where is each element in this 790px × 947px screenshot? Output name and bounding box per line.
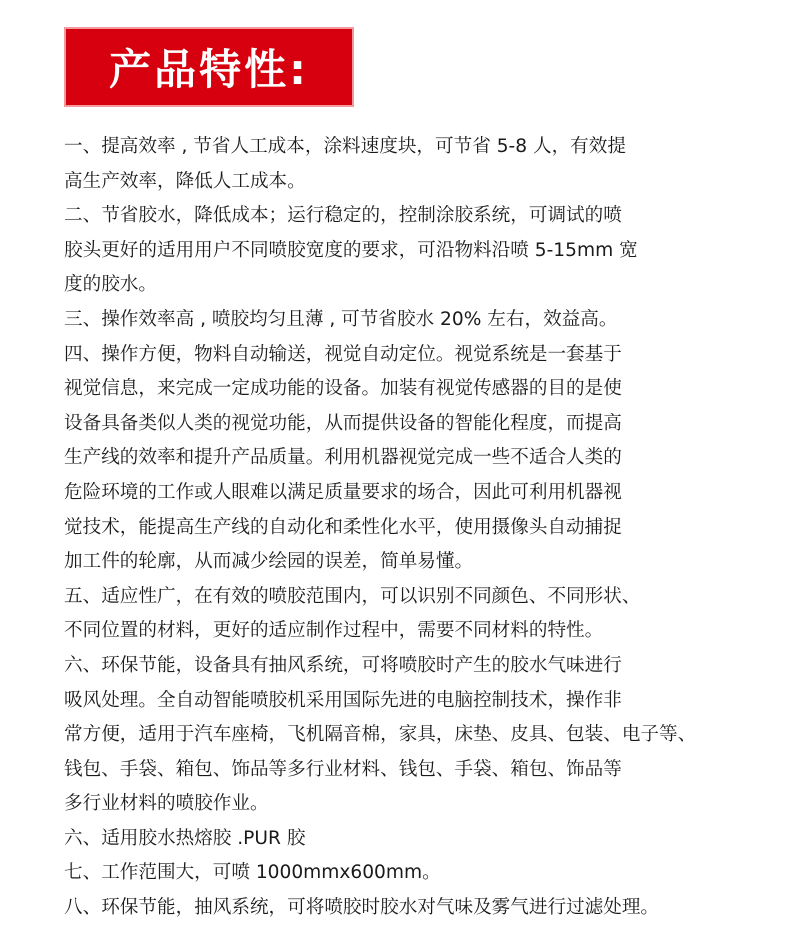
text-line: 加工件的轮廓，从而减少绘园的误差，简单易懂。 — [64, 551, 474, 573]
text-line: 胶头更好的适用用户不同喷胶宽度的要求，可沿物料沿喷 5-15mm 宽 — [64, 239, 638, 261]
text-line: 生产线的效率和提升产品质量。利用机器视觉完成一些不适合人类的 — [64, 447, 622, 469]
text-line: 一、提高效率 , 节省人工成本，涂料速度块，可节省 5-8 人，有效提 — [64, 136, 626, 157]
text-line: 七、工作范围大，可喷 1000mmx600mm。 — [64, 862, 441, 884]
text-line: 视觉信息，来完成一定成功能的设备。加装有视觉传感器的目的是使 — [64, 378, 622, 400]
text-line: 二、节省胶水，降低成本；运行稳定的，控制涂胶系统，可调试的喷 — [64, 205, 622, 227]
text-line: 五、适应性广，在有效的喷胶范围内，可以识别不同颜色、不同形状、 — [64, 585, 641, 607]
text-line: 钱包、手袋、箱包、饰品等多行业材料、钱包、手袋、箱包、饰品等 — [64, 758, 622, 780]
text-line: 六、环保节能，设备具有抽风系统，可将喷胶时产生的胶水气味进行 — [64, 654, 622, 676]
text-line: 常方便，适用于汽车座椅，飞机隔音棉，家具，床垫、皮具、包装、电子等、 — [64, 724, 697, 746]
text-line: 危险环境的工作或人眼难以满足质量要求的场合，因此可利用机器视 — [64, 481, 622, 503]
text-line: 设备具备类似人类的视觉功能，从而提供设备的智能化程度，而提高 — [64, 412, 622, 434]
text-line: 四、操作方便，物料自动输送，视觉自动定位。视觉系统是一套基于 — [64, 343, 622, 365]
text-line: 不同位置的材料，更好的适应制作过程中，需要不同材料的特性。 — [64, 620, 604, 642]
page-title: 产品特性: — [109, 45, 309, 94]
text-line: 度的胶水。 — [64, 274, 157, 296]
text-line: 高生产效率，降低人工成本。 — [64, 170, 306, 192]
features-text — [64, 130, 732, 926]
title-banner — [64, 27, 354, 107]
text-line: 觉技术，能提高生产线的自动化和柔性化水平，使用摄像头自动捕捉 — [64, 516, 622, 538]
text-line: 三、操作效率高 , 喷胶均匀且薄 , 可节省胶水 20% 左右，效益高。 — [64, 308, 618, 330]
text-line: 八、环保节能，抽风系统，可将喷胶时胶水对气味及雾气进行过滤处理。 — [64, 897, 660, 919]
text-line: 多行业材料的喷胶作业。 — [64, 793, 269, 815]
text-line: 六、适用胶水热熔胶 .PUR 胶 — [64, 827, 306, 849]
text-line: 吸风处理。全自动智能喷胶机采用国际先进的电脑控制技术，操作非 — [64, 689, 622, 711]
